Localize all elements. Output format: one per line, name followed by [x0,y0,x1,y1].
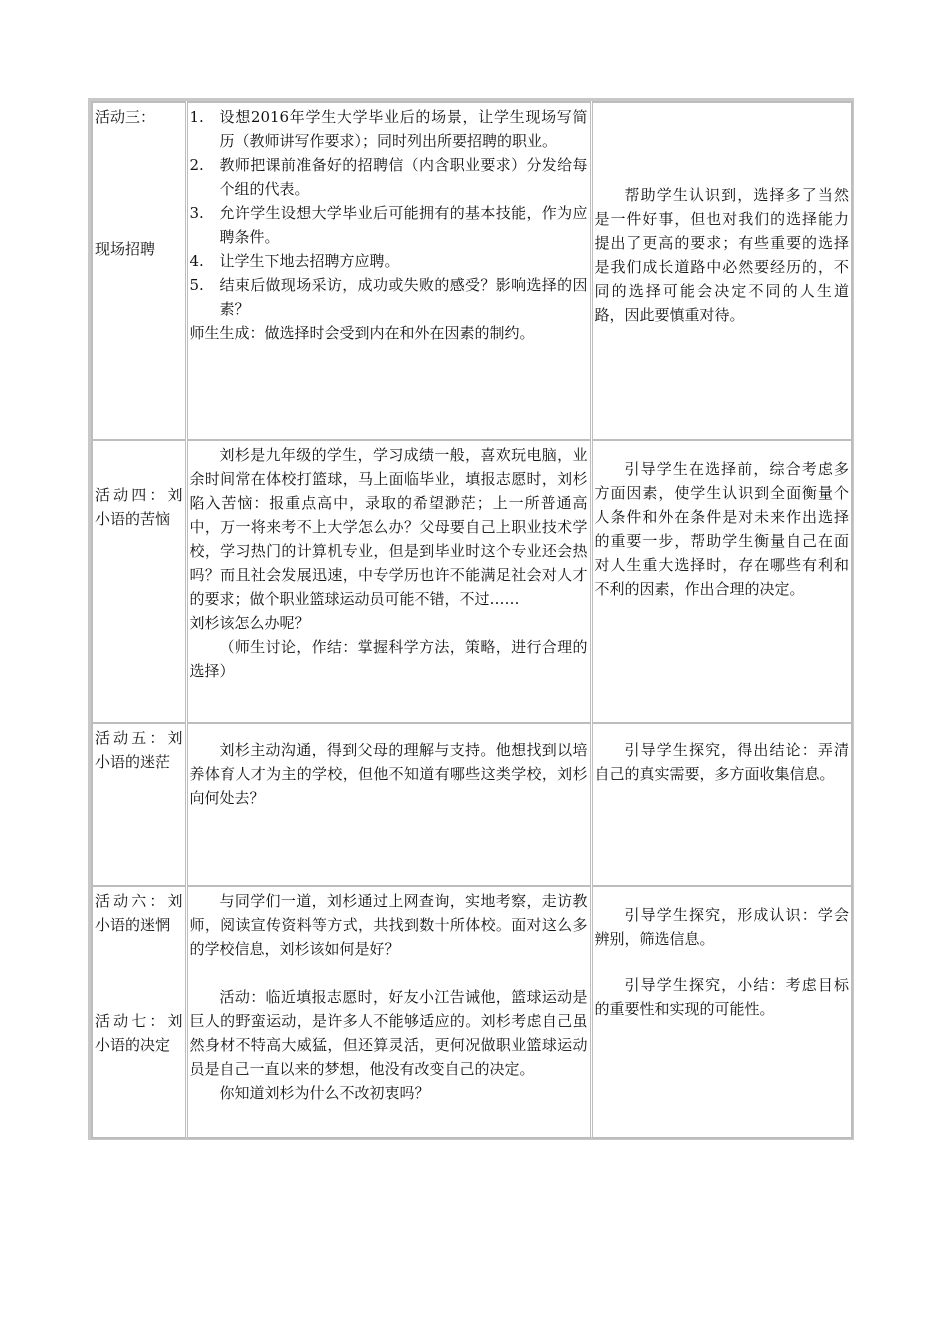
activity-title: 活动五：刘小语的迷茫 [95,729,183,771]
table-row [92,102,852,440]
content-cell [186,102,591,440]
table-row [92,723,852,886]
content-cell [186,440,591,723]
list-item: 5. 结束后做现场采访，成功或失败的感受？影响选择的因素？ [189,276,588,318]
question-text: 你知道刘杉为什么不改初衷吗？ [219,1084,430,1102]
question-text: 刘杉该怎么办呢？ [189,614,310,632]
purpose-cell [591,440,852,723]
story-text: 活动：临近填报志愿时，好友小江告诫他，篮球运动是巨人的野蛮运动，是许多人不能够适应的。刘杉考虑自己虽然身材不特高大威猛，但还算灵活，更何况做职业篮球运动员是自己一直以来的梦想，他没有改变自己的决定。 [189,988,588,1078]
list-item: 1. 设想2016年学生大学毕业后的场景，让学生现场写简历（教师讲写作要求）；同时列出所要招聘的职业。 [189,108,588,150]
activity-cell [92,723,186,886]
table-row [92,440,852,723]
activity-title: 活动七：刘小语的决定 [95,1012,183,1054]
content-cell [186,723,591,886]
activity-cell [92,440,186,723]
table-row [92,886,852,1138]
story-text: 刘杉主动沟通，得到父母的理解与支持。他想找到以培养体育人才为主的学校，但他不知道有哪些这类学校，刘杉向何处去？ [189,741,588,807]
list-item: 4. 让学生下地去招聘方应聘。 [189,252,400,270]
purpose-cell [591,102,852,440]
purpose-cell [591,723,852,886]
purpose-text: 引导学生探究，形成认识：学会辨别，筛选信息。 [594,906,849,948]
purpose-text: 引导学生在选择前，综合考虑多方面因素，使学生认识到全面衡量个人条件和外在条件是对未来作出选择的重要一步，帮助学生衡量自己在面对人生重大选择时，存在哪些有利和不利的因素，作出合理的决定。 [594,460,849,598]
purpose-cell [591,886,852,1138]
summary-text: （师生讨论，作结：掌握科学方法，策略，进行合理的选择） [189,638,588,680]
activity-cell [92,886,186,1138]
story-text: 刘杉是九年级的学生，学习成绩一般，喜欢玩电脑，业余时间常在体校打篮球，马上面临毕业，填报志愿时，刘杉陷入苦恼：报重点高中，录取的希望渺茫；上一所普通高中，万一将来考不上大学怎么办？父母要自己上职业技术学校，学习热门的计算机专业，但是到毕业时这个专业还会热吗？而且社会发展迅速，中专学历也许不能满足社会对人才的要求；做个职业篮球运动员可能不错，不过…… [189,446,588,608]
activity-title: 活动六：刘小语的迷惘 [95,892,183,934]
activity-title: 活动四：刘小语的苦恼 [95,486,183,528]
purpose-text: 帮助学生认识到，选择多了当然是一件好事，但也对我们的选择能力提出了更高的要求；有些重要的选择是我们成长道路中必然要经历的，不同的选择可能会决定不同的人生道路，因此要慎重对待。 [594,186,849,324]
activity-subtitle: 现场招聘 [95,240,156,258]
content-cell [186,886,591,1138]
story-text: 与同学们一道，刘杉通过上网查询，实地考察，走访教师，阅读宣传资料等方式，共找到数十所体校。面对这么多的学校信息，刘杉该如何是好？ [189,892,588,958]
list-item: 3. 允许学生设想大学毕业后可能拥有的基本技能，作为应聘条件。 [189,204,588,246]
list-item: 2. 教师把课前准备好的招聘信（内含职业要求）分发给每个组的代表。 [189,156,588,198]
conclusion-text: 师生生成：做选择时会受到内在和外在因素的制约。 [189,324,535,342]
lesson-plan-table [91,101,853,1139]
purpose-text: 引导学生探究，小结：考虑目标的重要性和实现的可能性。 [594,976,849,1018]
activity-title: 活动三： [95,108,156,126]
purpose-text: 引导学生探究，得出结论：弄清自己的真实需要，多方面收集信息。 [594,741,849,783]
activity-cell [92,102,186,440]
